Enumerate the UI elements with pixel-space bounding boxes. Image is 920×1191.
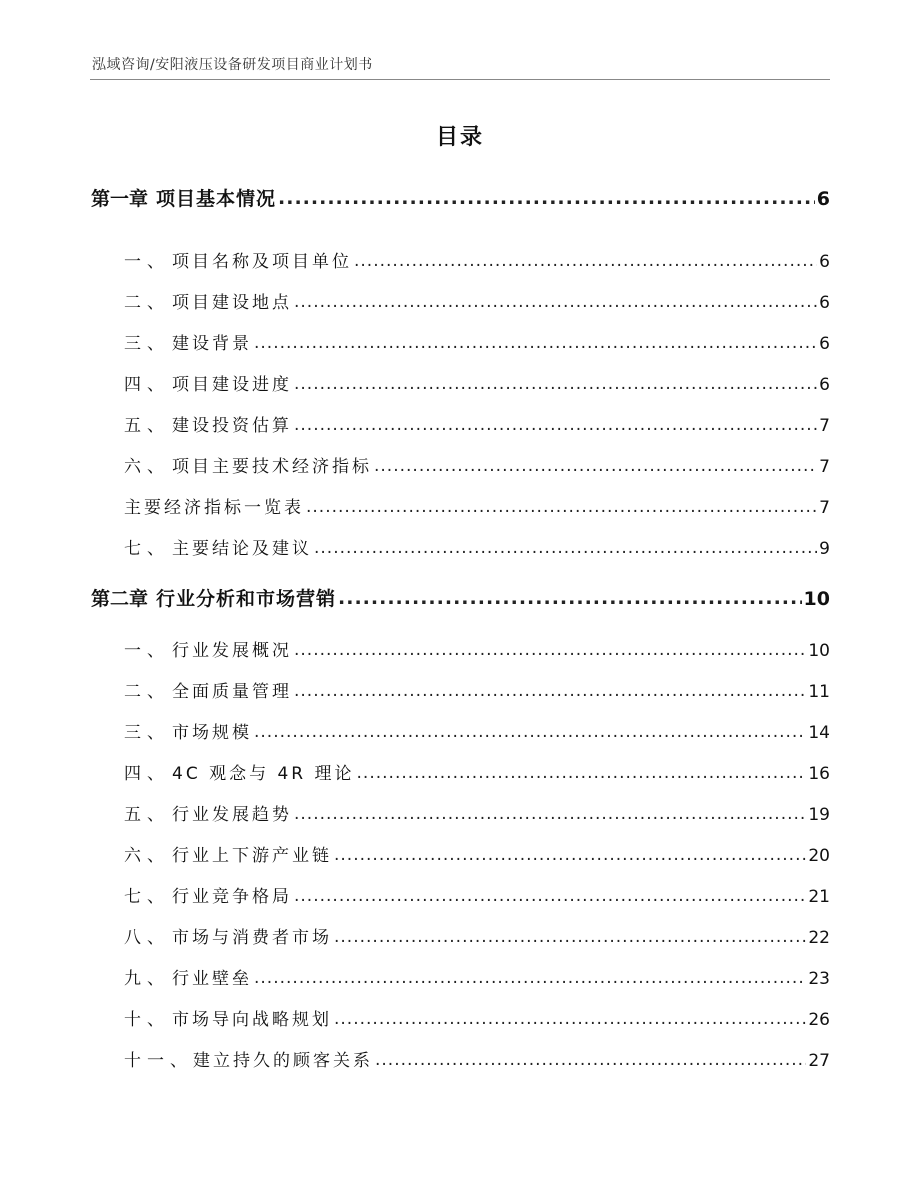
toc-section-2-8[interactable] bbox=[124, 923, 830, 948]
dot-leader bbox=[357, 763, 807, 783]
dot-leader bbox=[294, 886, 806, 906]
toc-entry-number: 一、 bbox=[124, 252, 170, 272]
toc-entry-number: 八、 bbox=[124, 928, 170, 948]
toc-entry-number: 十一、 bbox=[124, 1051, 193, 1071]
toc-entry-title: 项目名称及项目单位 bbox=[172, 252, 352, 272]
dot-leader bbox=[334, 845, 806, 865]
toc-entry-title: 全面质量管理 bbox=[172, 682, 292, 702]
toc-section-1-5[interactable] bbox=[124, 411, 830, 436]
toc-section-1-1[interactable] bbox=[124, 247, 830, 272]
toc-entry-number: 二、 bbox=[124, 293, 170, 313]
toc-section-2-6[interactable] bbox=[124, 841, 830, 866]
toc-section-2-9[interactable] bbox=[124, 964, 830, 989]
toc-entry-number: 七、 bbox=[124, 887, 170, 907]
toc-section-2-3[interactable] bbox=[124, 718, 830, 743]
page-header: 泓域咨询/安阳液压设备研发项目商业计划书 bbox=[92, 57, 373, 73]
dot-leader bbox=[354, 251, 817, 271]
dot-leader bbox=[278, 187, 815, 209]
toc-entry-number: 二、 bbox=[124, 682, 170, 702]
dot-leader bbox=[334, 927, 806, 947]
dot-leader bbox=[374, 456, 817, 476]
toc-entry-page: 6 bbox=[819, 375, 830, 395]
toc-entry-title: 市场导向战略规划 bbox=[172, 1010, 332, 1030]
toc-subsection-indicator-table[interactable] bbox=[124, 493, 830, 518]
toc-entry-number: 七、 bbox=[124, 539, 170, 559]
dot-leader bbox=[294, 415, 817, 435]
toc-entry-number: 三、 bbox=[124, 334, 170, 354]
toc-entry-page: 7 bbox=[819, 416, 830, 436]
dot-leader bbox=[294, 374, 817, 394]
dot-leader bbox=[294, 292, 817, 312]
toc-entry-title: 市场规模 bbox=[172, 723, 252, 743]
toc-entry-number: 一、 bbox=[124, 641, 170, 661]
toc-entry-title: 4C 观念与 4R 理论 bbox=[172, 764, 355, 784]
toc-entry-page: 21 bbox=[808, 887, 830, 907]
toc-section-2-10[interactable] bbox=[124, 1005, 830, 1030]
dot-leader bbox=[306, 497, 817, 517]
toc-chapter-1[interactable] bbox=[91, 184, 830, 211]
toc-entry-page: 6 bbox=[819, 334, 830, 354]
toc-entry-page: 20 bbox=[808, 846, 830, 866]
toc-entry-number: 三、 bbox=[124, 723, 170, 743]
toc-entry-number: 第一章 bbox=[91, 188, 149, 210]
dot-leader bbox=[294, 640, 806, 660]
toc-entry-title: 主要结论及建议 bbox=[172, 539, 312, 559]
toc-entry-page: 6 bbox=[819, 252, 830, 272]
toc-entry-page: 7 bbox=[819, 457, 830, 477]
toc-entry-title: 项目建设进度 bbox=[172, 375, 292, 395]
toc-entry-title: 行业壁垒 bbox=[172, 969, 252, 989]
toc-entry-page: 19 bbox=[808, 805, 830, 825]
toc-title: 目录 bbox=[435, 125, 484, 150]
toc-entry-title: 行业分析和市场营销 bbox=[156, 588, 337, 610]
toc-entry-title: 项目基本情况 bbox=[156, 188, 277, 210]
toc-entry-title: 行业发展概况 bbox=[172, 641, 292, 661]
dot-leader bbox=[314, 538, 817, 558]
toc-section-1-6[interactable] bbox=[124, 452, 830, 477]
dot-leader bbox=[294, 804, 806, 824]
header-divider bbox=[90, 79, 830, 80]
toc-section-2-1[interactable] bbox=[124, 636, 830, 661]
toc-entry-title: 行业上下游产业链 bbox=[172, 846, 332, 866]
toc-entry-number: 四、 bbox=[124, 375, 170, 395]
dot-leader bbox=[334, 1009, 806, 1029]
dot-leader bbox=[254, 968, 806, 988]
dot-leader bbox=[254, 333, 817, 353]
toc-section-2-4[interactable] bbox=[124, 759, 830, 784]
toc-entry-number: 六、 bbox=[124, 846, 170, 866]
toc-entry-title: 项目主要技术经济指标 bbox=[172, 457, 372, 477]
toc-section-2-7[interactable] bbox=[124, 882, 830, 907]
toc-chapter-2[interactable] bbox=[91, 584, 830, 611]
toc-entry-number: 四、 bbox=[124, 764, 170, 784]
toc-entry-page: 11 bbox=[808, 682, 830, 702]
toc-entry-title: 市场与消费者市场 bbox=[172, 928, 332, 948]
toc-entry-page: 9 bbox=[819, 539, 830, 559]
toc-entry-title: 建设投资估算 bbox=[172, 416, 292, 436]
toc-entry-number: 十、 bbox=[124, 1010, 170, 1030]
toc-entry-number: 六、 bbox=[124, 457, 170, 477]
toc-entry-page: 10 bbox=[808, 641, 830, 661]
toc-entry-page: 6 bbox=[816, 188, 830, 210]
dot-leader bbox=[254, 722, 806, 742]
toc-entry-number: 九、 bbox=[124, 969, 170, 989]
dot-leader bbox=[375, 1050, 806, 1070]
toc-section-2-2[interactable] bbox=[124, 677, 830, 702]
toc-section-1-3[interactable] bbox=[124, 329, 830, 354]
toc-section-2-11[interactable] bbox=[124, 1046, 830, 1071]
toc-entry-title: 建设背景 bbox=[172, 334, 252, 354]
toc-section-1-2[interactable] bbox=[124, 288, 830, 313]
toc-section-2-5[interactable] bbox=[124, 800, 830, 825]
toc-section-1-4[interactable] bbox=[124, 370, 830, 395]
dot-leader bbox=[338, 587, 802, 609]
toc-entry-page: 14 bbox=[808, 723, 830, 743]
toc-entry-page: 16 bbox=[808, 764, 830, 784]
toc-entry-title: 主要经济指标一览表 bbox=[124, 498, 304, 518]
toc-entry-title: 行业发展趋势 bbox=[172, 805, 292, 825]
toc-entry-title: 建立持久的顾客关系 bbox=[193, 1051, 373, 1071]
toc-section-1-7[interactable] bbox=[124, 534, 830, 559]
toc-entry-page: 10 bbox=[803, 588, 830, 610]
toc-entry-title: 行业竞争格局 bbox=[172, 887, 292, 907]
toc-entry-page: 7 bbox=[819, 498, 830, 518]
toc-entry-number: 五、 bbox=[124, 416, 170, 436]
toc-entry-page: 23 bbox=[808, 969, 830, 989]
toc-entry-number: 第二章 bbox=[91, 588, 149, 610]
dot-leader bbox=[294, 681, 806, 701]
toc-entry-title: 项目建设地点 bbox=[172, 293, 292, 313]
toc-entry-page: 27 bbox=[808, 1051, 830, 1071]
toc-entry-page: 6 bbox=[819, 293, 830, 313]
toc-entry-number: 五、 bbox=[124, 805, 170, 825]
toc-entry-page: 22 bbox=[808, 928, 830, 948]
toc-entry-page: 26 bbox=[808, 1010, 830, 1030]
